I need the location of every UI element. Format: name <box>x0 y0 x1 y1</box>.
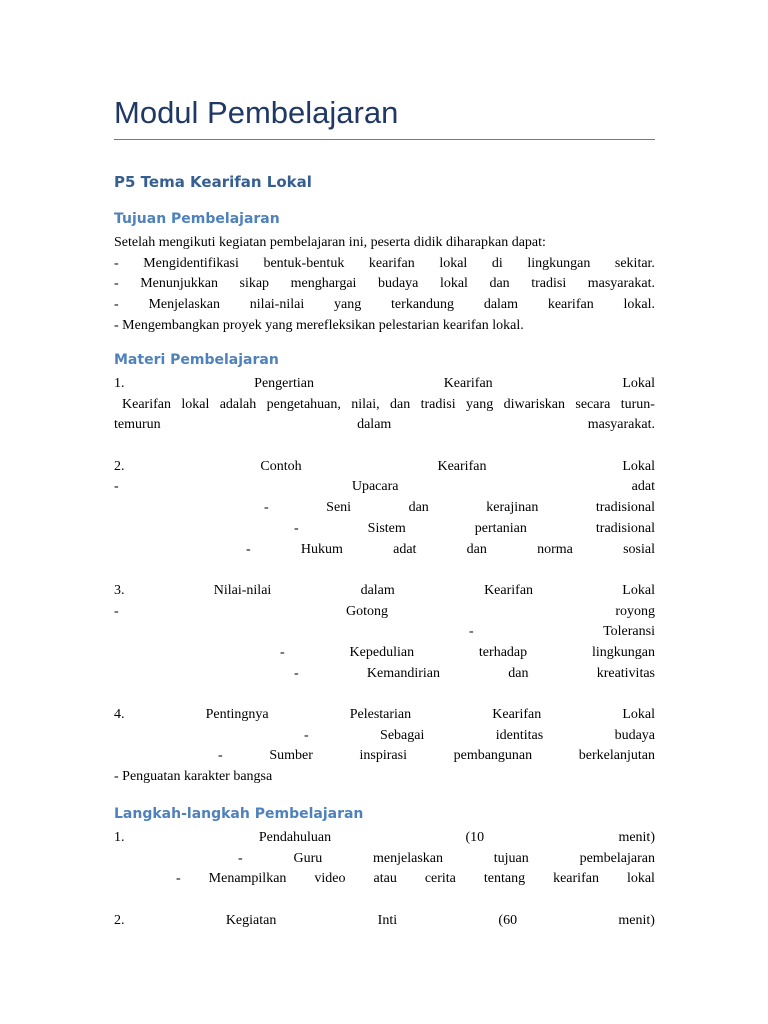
text-line: - Kemandirian dan kreativitas <box>294 665 655 681</box>
text-line: 1. Pendahuluan (10 menit) <box>114 830 655 845</box>
text-line: Setelah mengikuti kegiatan pembelajaran ini, peserta didik diharapkan dapat: <box>114 235 546 250</box>
text-line: - Penguatan karakter bangsa <box>114 769 273 785</box>
materi-heading: Materi Pembelajaran <box>114 352 279 368</box>
text-line: 4. Pentingnya Pelestarian Kearifan Lokal <box>114 707 655 722</box>
text-line: - Mengembangkan proyek yang merefleksikan pelestarian kearifan lokal. <box>114 317 524 333</box>
langkah-body <box>114 828 655 931</box>
page-title: Modul Pembelajaran <box>114 93 655 140</box>
tujuan-body <box>114 233 655 336</box>
text-line: - Menunjukkan sikap menghargai budaya lokal dan tradisi masyarakat. <box>114 276 655 292</box>
text-line: - Hukum adat dan norma sosial <box>246 541 655 557</box>
text-line <box>114 560 655 581</box>
text-line: - Sistem pertanian tradisional <box>294 520 655 536</box>
text-line: 1. Pengertian Kearifan Lokal <box>114 376 655 391</box>
text-line: - Mengidentifikasi bentuk-bentuk kearifan lokal di lingkungan sekitar. <box>114 255 655 271</box>
text-line: - Menampilkan video atau cerita tentang kearifan lokal <box>176 871 655 887</box>
text-line: - Toleransi <box>469 624 655 640</box>
text-line: 3. Nilai-nilai dalam Kearifan Lokal <box>114 582 655 598</box>
text-line <box>114 684 655 705</box>
text-line: - Sebagai identitas budaya <box>304 727 655 743</box>
langkah-heading: Langkah-langkah Pembelajaran <box>114 806 364 822</box>
text-line: - Guru menjelaskan tujuan pembelajaran <box>238 850 655 866</box>
materi-body <box>114 374 655 788</box>
theme-heading: P5 Tema Kearifan Lokal <box>114 173 312 191</box>
text-line: 2. Kegiatan Inti (60 menit) <box>114 912 655 928</box>
text-line: - Sumber inspirasi pembangunan berkelanjutan <box>218 748 655 764</box>
text-line: - Gotong royong <box>114 603 655 619</box>
text-line <box>114 436 655 457</box>
text-line: - Menjelaskan nilai-nilai yang terkandung dalam kearifan lokal. <box>114 297 655 313</box>
text-line: - Upacara adat <box>114 479 655 495</box>
text-line: - Seni dan kerajinan tradisional <box>264 500 655 516</box>
text-line: 2. Contoh Kearifan Lokal <box>114 458 655 474</box>
text-line: Kearifan lokal adalah pengetahuan, nilai, dan tradisi yang diwariskan secara turun- <box>122 396 655 412</box>
text-line: temurun dalam masyarakat. <box>114 417 655 433</box>
tujuan-heading: Tujuan Pembelajaran <box>114 211 280 227</box>
text-line: - Kepedulian terhadap lingkungan <box>280 644 655 660</box>
text-line <box>114 890 655 911</box>
